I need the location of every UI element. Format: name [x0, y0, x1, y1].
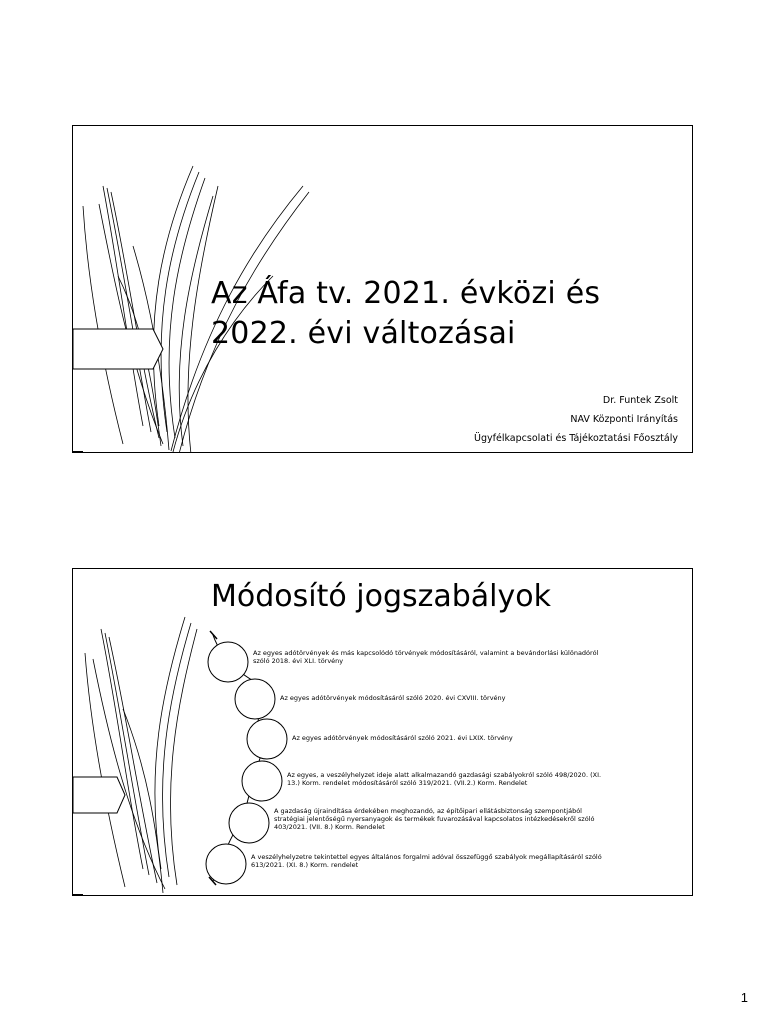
corner-tick — [73, 451, 83, 452]
legislation-item — [287, 771, 601, 787]
item-line: Az egyes adótörvények és más kapcsolódó törvények módosításáról, valamint a bevándorlási különadóról — [253, 649, 599, 657]
timeline-node — [208, 642, 248, 682]
author-organization: NAV Központi Irányítás — [570, 414, 678, 425]
title-line-2: 2022. évi változásai — [211, 316, 516, 351]
item-line: Az egyes, a veszélyhelyzet ideje alatt alkalmazandó gazdasági szabályokról szóló 498/2020. (XI. — [287, 771, 602, 779]
title-slide — [72, 125, 693, 453]
title-line-1: Az Áfa tv. 2021. évközi és — [211, 276, 601, 311]
item-line: 613/2021. (XI. 8.) Korm. rendelet — [251, 861, 359, 870]
timeline-node — [242, 761, 282, 801]
legislation-item — [292, 734, 513, 742]
legislation-item — [274, 807, 594, 832]
timeline-node — [206, 844, 246, 884]
legislation-slide — [72, 568, 693, 896]
slide-title — [211, 274, 600, 354]
item-line: stratégiai jelentőségű nyersanyagok és termékek fuvarozásával kapcsolatos intézkedésekről szóló — [274, 815, 595, 824]
item-line: Az egyes adótörvények módosításáról szóló 2020. évi CXVIII. törvény — [280, 694, 506, 702]
item-line: A veszélyhelyzetre tekintettel egyes általános forgalmi adóval összefüggő szabályok megállapításáról szóló — [251, 853, 602, 861]
timeline-node — [247, 719, 287, 759]
legislation-item — [251, 853, 602, 869]
slide-title: Módosító jogszabályok — [211, 579, 551, 614]
author-department: Ügyfélkapcsolati és Tájékoztatási Főosztály — [474, 433, 678, 444]
item-line: Az egyes adótörvények módosításáról szóló 2021. évi LXIX. törvény — [292, 734, 513, 742]
item-line: szóló 2018. évi XLI. törvény — [253, 657, 344, 666]
author-block — [474, 391, 678, 448]
item-line: 403/2021. (VII. 8.) Korm. Rendelet — [274, 823, 385, 832]
timeline-graphic — [73, 569, 693, 896]
timeline-node — [235, 679, 275, 719]
legislation-item — [253, 649, 598, 665]
timeline-node — [229, 803, 269, 843]
author-name: Dr. Funtek Zsolt — [602, 395, 678, 406]
item-line: A gazdaság újraindítása érdekében meghozandó, az építőipari ellátásbiztonság szempontjából — [274, 807, 582, 815]
item-line: 13.) Korm. rendelet módosításáról szóló 319/2021. (VII.2.) Korm. Rendelet — [287, 779, 528, 788]
legislation-item — [280, 694, 506, 702]
page-number: 1 — [740, 990, 748, 1005]
